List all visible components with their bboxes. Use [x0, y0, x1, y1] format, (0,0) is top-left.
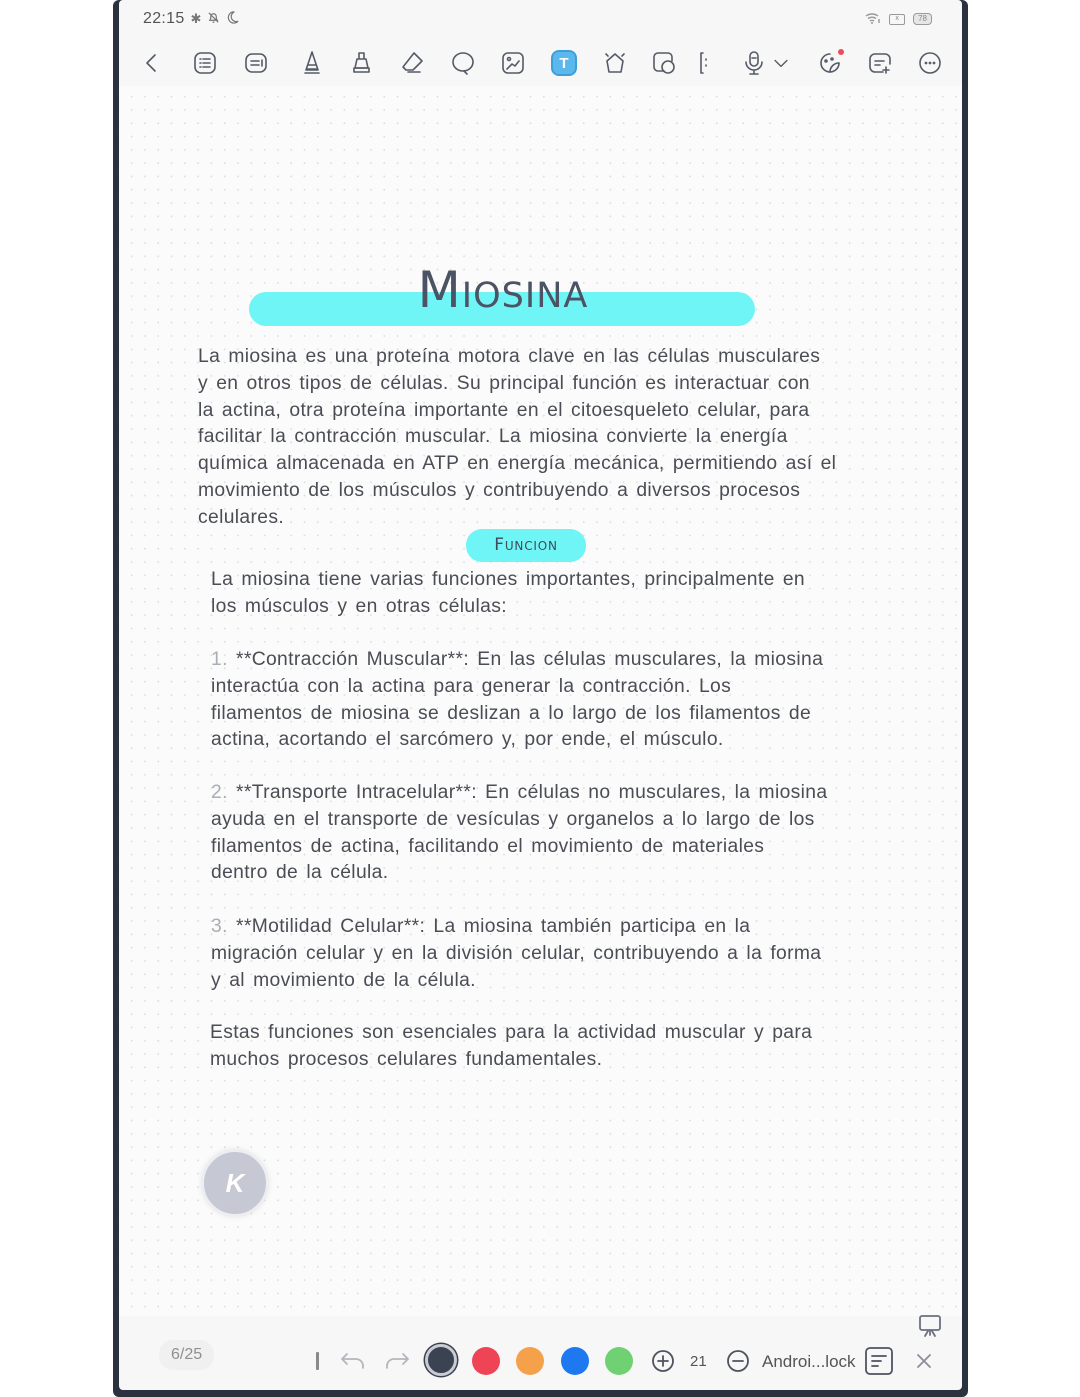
size-increase-button[interactable] — [651, 1349, 675, 1373]
text-line: dentro de la célula. — [211, 862, 389, 884]
status-right — [865, 12, 932, 27]
text-line: La miosina es una proteína motora clave en las células musculares — [198, 346, 821, 367]
page-title: Miosina — [417, 261, 589, 319]
text-line: interactúa con la actina para generar la contracción. Los — [211, 675, 732, 697]
image-icon — [500, 50, 526, 76]
redo-icon — [383, 1348, 411, 1372]
note-icon — [243, 50, 269, 76]
list-item-2 — [211, 780, 871, 887]
undo-icon — [339, 1348, 367, 1372]
text-span: **Motilidad Celular**: La miosina también participa en la — [236, 916, 751, 937]
text-line: Estas funciones son esenciales para la actividad muscular y para — [210, 1022, 813, 1043]
add-note-button[interactable] — [865, 48, 895, 78]
bracket-button[interactable] — [691, 48, 721, 78]
frame-tool-button[interactable] — [649, 48, 679, 78]
chevron-down-icon — [770, 50, 792, 76]
voice-button[interactable] — [739, 48, 769, 78]
more-button[interactable] — [915, 48, 945, 78]
text-line: movimiento de los músculos y contribuyendo a diversos procesos — [198, 479, 801, 501]
list-item-1 — [211, 647, 871, 754]
text-line — [211, 914, 871, 941]
color-dot — [472, 1347, 500, 1375]
color-dot — [605, 1347, 633, 1375]
list-number: 2. — [211, 782, 228, 803]
text-line: La miosina tiene varias funciones importantes, principalmente en — [211, 569, 805, 590]
moon-icon — [226, 11, 239, 27]
bluetooth-icon: ✱ — [190, 11, 202, 26]
bottom-toolbar — [119, 1316, 962, 1390]
text-tool-button[interactable] — [549, 48, 579, 78]
screen — [119, 0, 962, 1390]
list-icon — [192, 50, 218, 76]
cursor-icon — [316, 1352, 319, 1370]
text-line: muchos procesos celulares fundamentales. — [210, 1048, 603, 1070]
status-left — [143, 10, 239, 28]
highlighter-tool-button[interactable] — [347, 48, 377, 78]
back-button[interactable] — [137, 48, 167, 78]
text-line: facilitar la contracción muscular. La miosina convierte la energía — [198, 426, 788, 448]
text-line — [211, 780, 871, 807]
close-icon — [914, 1351, 934, 1371]
text-icon: T — [551, 50, 577, 76]
eraser-tool-button[interactable] — [397, 48, 427, 78]
redo-button[interactable] — [383, 1348, 411, 1372]
bell-off-icon — [207, 11, 220, 27]
section-heading: Funcion — [466, 529, 586, 562]
text-line: filamentos de miosina se deslizan a lo largo de los filamentos de — [211, 702, 812, 724]
text-format-button[interactable] — [864, 1346, 894, 1376]
note-add-icon — [867, 50, 893, 76]
tablet-frame — [113, 0, 968, 1397]
sim-icon: x — [889, 14, 905, 25]
shapes-icon — [602, 50, 628, 76]
conclusion-paragraph — [210, 1020, 870, 1074]
wifi-icon — [865, 12, 881, 27]
presentation-button[interactable] — [917, 1313, 943, 1339]
eraser-icon — [399, 50, 425, 76]
outline-button[interactable] — [190, 48, 220, 78]
text-align-icon — [864, 1346, 894, 1376]
lasso-tool-button[interactable] — [448, 48, 478, 78]
undo-button[interactable] — [339, 1348, 367, 1372]
pen-icon — [299, 50, 325, 76]
text-cursor-indicator — [316, 1352, 319, 1370]
presentation-icon — [917, 1313, 943, 1339]
color-swatch-red[interactable] — [472, 1347, 500, 1375]
text-span: **Contracción Muscular**: En las células musculares, la miosina — [236, 649, 824, 670]
minus-circle-icon — [726, 1349, 750, 1373]
color-swatch-orange[interactable] — [516, 1347, 544, 1375]
shapes-tool-button[interactable] — [600, 48, 630, 78]
color-swatch-dark[interactable] — [425, 1344, 457, 1376]
notification-dot — [838, 49, 844, 55]
text-line — [211, 647, 871, 674]
text-line: celulares. — [198, 506, 285, 528]
intro-paragraph — [198, 344, 878, 532]
assistant-k-icon: K — [225, 1167, 245, 1198]
clock: 22:15 — [143, 10, 185, 27]
text-line: y en otros tipos de células. Su principal función es interactuar con — [198, 372, 810, 394]
close-toolbar-button[interactable] — [914, 1351, 934, 1371]
text-line: y al movimiento de la célula. — [211, 969, 476, 991]
chevron-left-icon — [139, 50, 165, 76]
note-page[interactable] — [119, 86, 962, 1316]
voice-dropdown-button[interactable] — [770, 48, 792, 78]
page-counter[interactable]: 6/25 — [159, 1340, 214, 1370]
title-block — [249, 261, 757, 331]
list-item-3 — [211, 914, 871, 994]
battery-icon: 78 — [913, 13, 932, 25]
bracket-icon — [693, 50, 719, 76]
color-dot — [516, 1347, 544, 1375]
color-swatch-blue[interactable] — [561, 1347, 589, 1375]
plus-circle-icon — [651, 1349, 675, 1373]
color-dot — [425, 1344, 457, 1376]
list-number: 1. — [211, 649, 228, 670]
microphone-icon — [741, 50, 767, 76]
shape-overlap-icon — [651, 50, 677, 76]
sticker-button[interactable] — [815, 48, 845, 78]
lasso-icon — [450, 50, 476, 76]
pen-tool-button[interactable] — [297, 48, 327, 78]
highlighter-icon — [349, 50, 375, 76]
text-span: **Transporte Intracelular**: En células no musculares, la miosina — [236, 782, 828, 803]
section-intro — [211, 567, 871, 621]
text-line: actina, acortando el sarcómero y, por ende, el músculo. — [211, 729, 724, 751]
text-line: ayuda en el transporte de vesículas y organelos a lo largo de los — [211, 808, 815, 830]
text-line: la actina, otra proteína importante en el citoesqueleto celular, para — [198, 399, 810, 421]
more-icon — [917, 50, 943, 76]
status-bar — [119, 0, 962, 38]
list-number: 3. — [211, 916, 228, 937]
text-line: los músculos y en otras células: — [211, 595, 507, 617]
size-decrease-button[interactable] — [726, 1349, 750, 1373]
text-line: migración celular y en la división celular, contribuyendo a la forma — [211, 942, 822, 964]
assistant-floating-button[interactable] — [201, 1149, 269, 1217]
color-dot — [561, 1347, 589, 1375]
editor-toolbar — [119, 38, 962, 86]
image-tool-button[interactable] — [498, 48, 528, 78]
text-line: química almacenada en ATP en energía mecánica, permitiendo así el — [198, 453, 837, 475]
color-swatch-green[interactable] — [605, 1347, 633, 1375]
notes-button[interactable] — [241, 48, 271, 78]
text-line: filamentos de actina, facilitando el movimiento de materiales — [211, 835, 765, 857]
font-selector[interactable]: Androi...lock — [762, 1352, 856, 1371]
pen-size-value: 21 — [690, 1353, 707, 1370]
